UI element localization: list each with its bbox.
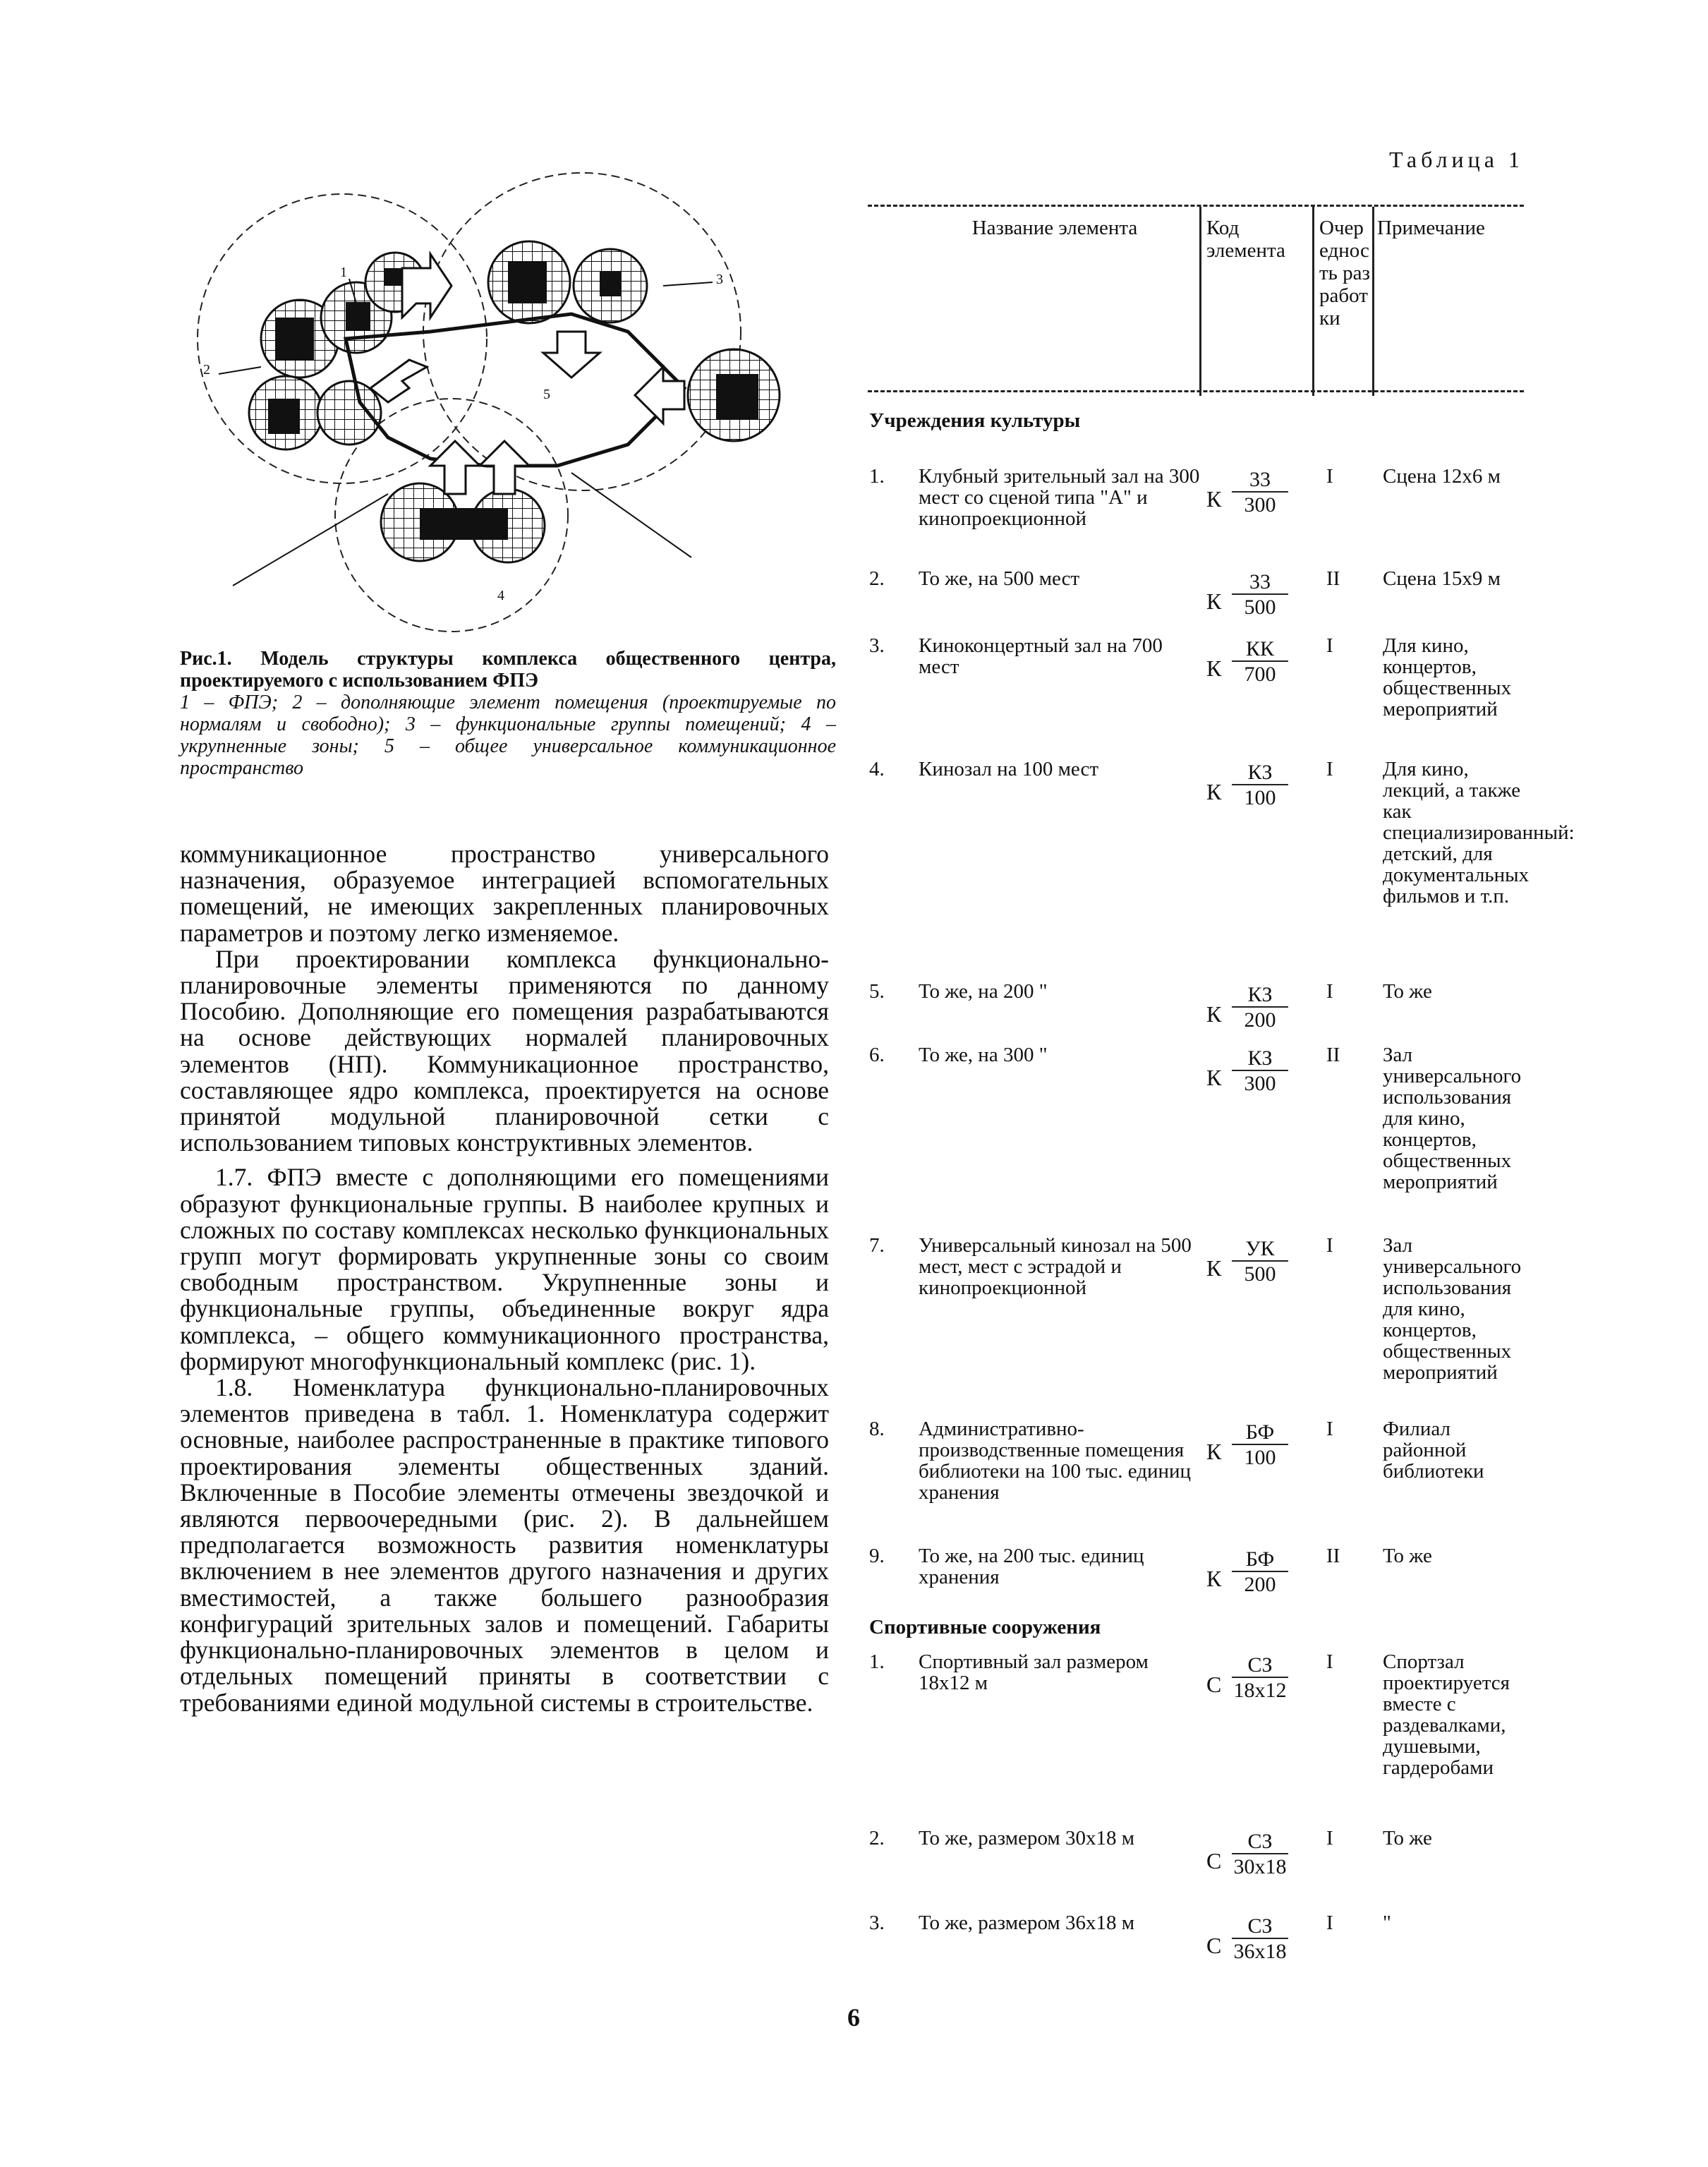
code-prefix: С [1206, 1848, 1222, 1873]
code-prefix: К [1206, 1255, 1222, 1281]
code-prefix: К [1206, 779, 1222, 804]
structure-diagram [176, 162, 840, 642]
element-note: Зал универсального использования для кино, концертов, общественных мероприятий [1383, 1234, 1522, 1384]
element-code [1206, 1421, 1319, 1478]
row-number: 3. [869, 634, 885, 657]
code-top: КЗ [1232, 984, 1288, 1008]
row-number: 8. [869, 1418, 885, 1440]
development-order: I [1326, 634, 1333, 657]
element-note: Сцена 15x9 м [1383, 567, 1501, 590]
element-code [1206, 571, 1319, 627]
figure-label-5: 5 [543, 387, 550, 402]
fpe-block [275, 318, 314, 360]
code-bottom: 200 [1244, 1008, 1276, 1032]
development-order: I [1326, 1234, 1333, 1257]
figure-label-2: 2 [203, 362, 210, 378]
element-code [1206, 1830, 1319, 1887]
fpe-block [716, 374, 758, 420]
page-number: 6 [847, 2003, 860, 2032]
code-prefix: К [1206, 656, 1222, 681]
element-code [1206, 1047, 1319, 1104]
code-top: УК [1232, 1238, 1288, 1262]
element-code [1206, 984, 1319, 1040]
header-code: Код элемента [1206, 217, 1285, 262]
element-note: Сцена 12x6 м [1383, 465, 1501, 488]
row-number: 2. [869, 1827, 885, 1849]
development-order: I [1326, 1418, 1333, 1440]
code-top: КЗ [1232, 761, 1288, 785]
code-bottom: 30x18 [1233, 1855, 1287, 1878]
element-name: Спортивный зал размером 18x12 м [919, 1650, 1149, 1694]
code-top: 33 [1232, 571, 1288, 595]
element-name: То же, размером 36x18 м [919, 1912, 1135, 1934]
element-note: Спортзал проектируется вместе с раздевалками, душевыми, гардеробами [1383, 1650, 1510, 1779]
row-number: 7. [869, 1234, 885, 1257]
code-top: БФ [1232, 1548, 1288, 1572]
element-note: То же [1383, 1545, 1432, 1567]
element-name: То же, на 200 тыс. единиц хранения [919, 1545, 1144, 1588]
header-name: Название элемента [971, 217, 1138, 239]
element-code [1206, 1654, 1319, 1710]
row-number: 5. [869, 980, 885, 1003]
element-name: Киноконцертный зал на 700 мест [919, 634, 1163, 678]
element-code [1206, 1548, 1319, 1605]
code-bottom: 300 [1244, 493, 1276, 517]
paragraph: коммуникационное пространство универсального назначения, образуемое интеграцией вспомогательных помещений, не имеющих закрепленных планировочных параметров и поэтому легко изменяемое. [180, 840, 829, 947]
row-number: 1. [869, 1650, 885, 1673]
development-order: I [1326, 980, 1333, 1003]
element-note: То же [1383, 1827, 1432, 1849]
row-number: 4. [869, 758, 885, 780]
section-title: Учреждения культуры [869, 409, 1081, 432]
fpe-block [420, 508, 508, 540]
code-bottom: 36x18 [1233, 1940, 1287, 1963]
body-text [180, 841, 829, 1716]
code-prefix: К [1206, 1065, 1222, 1090]
code-prefix: С [1206, 1672, 1222, 1697]
fpe-block [508, 261, 547, 303]
fpe-circle [317, 381, 381, 445]
structure-diagram-svg [176, 162, 840, 642]
element-name: То же, на 300 " [919, 1044, 1048, 1066]
development-order: II [1326, 567, 1340, 590]
element-name: Универсальный кинозал на 500 мест, мест с эстрадой и кинопроекционной [919, 1234, 1192, 1299]
column-divider [1199, 207, 1201, 396]
development-order: II [1326, 1044, 1340, 1066]
element-code [1206, 1238, 1319, 1294]
code-top: СЗ [1232, 1654, 1288, 1678]
element-note: Зал универсального использования для кино, концертов, общественных мероприятий [1383, 1044, 1522, 1193]
code-bottom: 300 [1244, 1072, 1276, 1095]
development-order: I [1326, 1650, 1333, 1673]
table-label: Таблица 1 [1389, 147, 1524, 172]
arrow [430, 441, 480, 494]
arrow [543, 332, 600, 378]
element-code [1206, 1915, 1319, 1972]
row-number: 2. [869, 567, 885, 590]
code-prefix: К [1206, 1566, 1222, 1591]
development-order: I [1326, 758, 1333, 780]
fpe-block [384, 268, 402, 286]
code-top: БФ [1232, 1421, 1288, 1445]
development-order: II [1326, 1545, 1340, 1567]
code-prefix: К [1206, 1439, 1222, 1464]
element-note: Для кино, концертов, общественных мероприятий [1383, 634, 1512, 720]
fpe-block [268, 399, 300, 434]
element-note: То же [1383, 980, 1432, 1003]
element-code [1206, 638, 1319, 694]
element-name: Кинозал на 100 мест [919, 758, 1099, 780]
row-number: 9. [869, 1545, 885, 1567]
figure-caption-title: Рис.1. Модель структуры комплекса общественного центра, проектируемого с использованием ФПЭ [180, 648, 836, 692]
element-name: То же, на 500 мест [919, 567, 1080, 590]
code-bottom: 18x12 [1233, 1679, 1287, 1702]
element-name: Административно-производственные помещения библиотеки на 100 тыс. единиц хранения [919, 1418, 1192, 1504]
figure-caption-legend: 1 – ФПЭ; 2 – дополняющие элемент помещения (проектируемые по нормалям и свободно); 3 – функциональные группы помещений; 4 – укрупненные зоны; 5 – общее универсальное коммуникационное пространство [180, 692, 836, 779]
header-note: Примечание [1377, 217, 1485, 239]
code-bottom: 700 [1244, 663, 1276, 686]
figure-caption [180, 648, 836, 779]
row-number: 6. [869, 1044, 885, 1066]
arrow [635, 367, 684, 423]
code-top: СЗ [1232, 1915, 1288, 1939]
element-name: Клубный зрительный зал на 300 мест со сценой типа "А" и кинопроекционной [919, 465, 1200, 530]
element-note: " [1383, 1912, 1391, 1934]
fpe-block [346, 302, 370, 330]
element-note: Филиал районной библиотеки [1383, 1418, 1484, 1483]
code-prefix: К [1206, 588, 1222, 614]
arrow [370, 360, 427, 402]
code-bottom: 100 [1244, 786, 1276, 809]
code-prefix: К [1206, 1001, 1222, 1027]
table-header [868, 205, 1524, 392]
figure-label-3: 3 [716, 272, 723, 287]
figure-label-4: 4 [497, 588, 504, 603]
fpe-block [600, 272, 621, 296]
code-bottom: 500 [1244, 1262, 1276, 1286]
code-prefix: С [1206, 1933, 1222, 1958]
development-order: I [1326, 465, 1333, 488]
element-code [1206, 761, 1319, 818]
code-top: СЗ [1232, 1830, 1288, 1854]
paragraph: 1.7. ФПЭ вместе с дополняющими его помещениями образуют функциональные группы. В наиболее крупных и сложных по составу комплексах несколько функциональных групп могут формировать укрупненные зоны со своим свободным пространством. Укрупненные зоны и функциональные группы, объединенные вокруг ядра комплекса, – общего коммуникационного пространства, формируют многофункциональный комплекс (рис. 1). [180, 1163, 829, 1375]
paragraph: 1.8. Номенклатура функционально-планировочных элементов приведена в табл. 1. Номенклатура содержит основные, наиболее распространенные в практике типового проектирования элементы общественных зданий. Включенные в Пособие элементы отмечены звездочкой и являются первоочередными (рис. 2). В дальнейшем предполагается возможность развития номенклатуры включением в нее элементов другого назначения и других вместимостей, а также большего разнообразия конфигураций зрительных залов и помещений. Габариты функционально-планировочных элементов в целом и отдельных помещений приняты в соответствии с требованиями единой модульной системы в строительстве. [180, 1373, 829, 1717]
element-name: То же, размером 30x18 м [919, 1827, 1135, 1849]
code-top: 33 [1232, 469, 1288, 493]
element-code [1206, 469, 1319, 525]
code-top: КЗ [1232, 1047, 1288, 1071]
code-bottom: 100 [1244, 1446, 1276, 1469]
code-prefix: К [1206, 486, 1222, 512]
element-note: Для кино, лекций, а также как специализированный: детский, для документальных фильмов и т.п. [1383, 758, 1575, 907]
section-title: Спортивные сооружения [869, 1616, 1101, 1638]
code-bottom: 500 [1244, 596, 1276, 619]
development-order: I [1326, 1912, 1333, 1934]
paragraph: При проектировании комплекса функционально-планировочные элементы применяются по данному Пособию. Дополняющие его помещения разрабатываются на основе действующих нормалей планировочных элементов (НП). Коммуникационное пространство, составляющее ядро комплекса, проектируется на основе принятой модульной планировочной сетки с использованием типовых конструктивных элементов. [180, 944, 829, 1157]
development-order: I [1326, 1827, 1333, 1849]
column-divider [1372, 207, 1374, 396]
figure-label-1: 1 [340, 265, 347, 280]
header-order: Очередность разработки [1319, 217, 1370, 330]
code-bottom: 200 [1244, 1573, 1276, 1596]
column-divider [1312, 207, 1314, 396]
code-top: КК [1232, 638, 1288, 662]
row-number: 3. [869, 1912, 885, 1934]
row-number: 1. [869, 465, 885, 488]
element-name: То же, на 200 " [919, 980, 1048, 1003]
